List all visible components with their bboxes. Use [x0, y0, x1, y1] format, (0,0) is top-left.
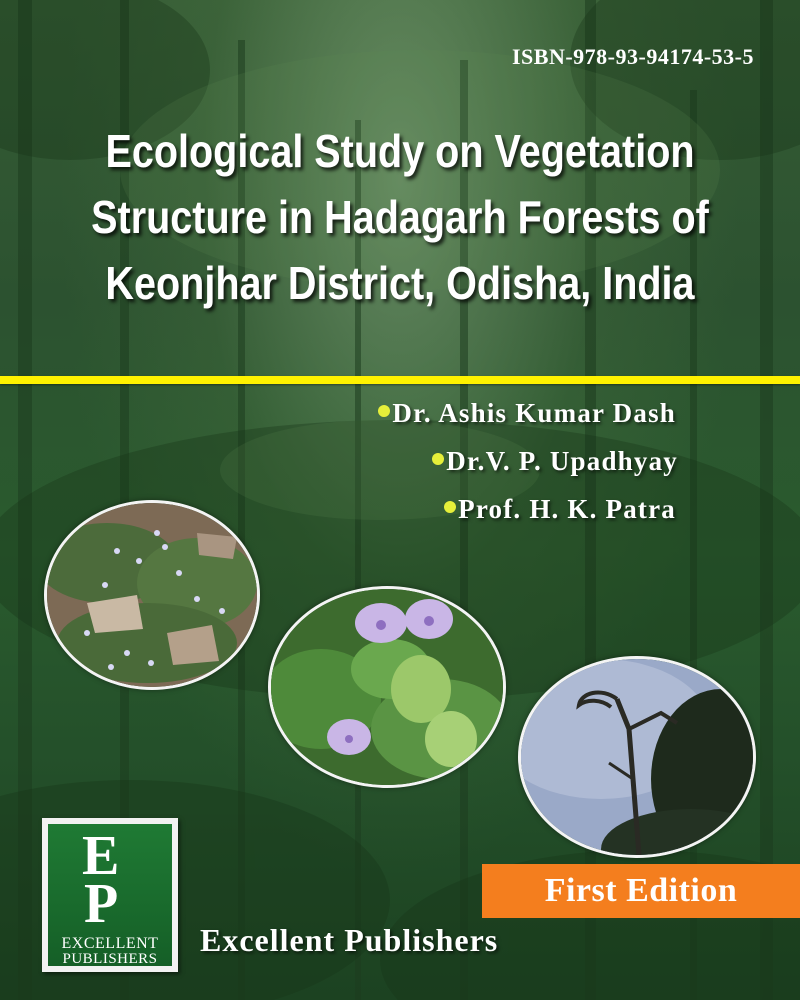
edition-badge: First Edition: [482, 864, 800, 918]
author-name: Dr. Ashis Kumar Dash: [392, 398, 676, 428]
author-item: [378, 398, 676, 429]
yellow-divider: [0, 376, 800, 384]
bullet-icon: [444, 501, 456, 513]
photo-ground-flowers: [44, 500, 260, 690]
author-name: Dr.V. P. Upadhyay: [446, 446, 678, 476]
logo-text-line-2: PUBLISHERS: [62, 951, 158, 967]
title-line-2: Structure in Hadagarh Forests of: [91, 191, 709, 243]
photo-lilac-flowers: [268, 586, 506, 788]
isbn-text: ISBN-978-93-94174-53-5: [512, 44, 754, 69]
title-line-3: Keonjhar District, Odisha, India: [105, 257, 695, 309]
bullet-icon: [378, 405, 390, 417]
logo-panel: [48, 824, 172, 966]
logo-letter-p: P: [84, 873, 119, 935]
bullet-icon: [432, 453, 444, 465]
publisher-logo: [42, 818, 178, 972]
author-item: [444, 494, 676, 525]
title-line-1: Ecological Study on Vegetation: [105, 125, 695, 177]
book-title: [73, 118, 727, 316]
publisher-name: Excellent Publishers: [200, 922, 499, 958]
author-name: Prof. H. K. Patra: [458, 494, 676, 524]
photo-twig-sky: [518, 656, 756, 858]
logo-letter-e: E: [82, 825, 120, 887]
author-item: [432, 446, 678, 477]
logo-text-line-1: EXCELLENT: [61, 935, 159, 952]
